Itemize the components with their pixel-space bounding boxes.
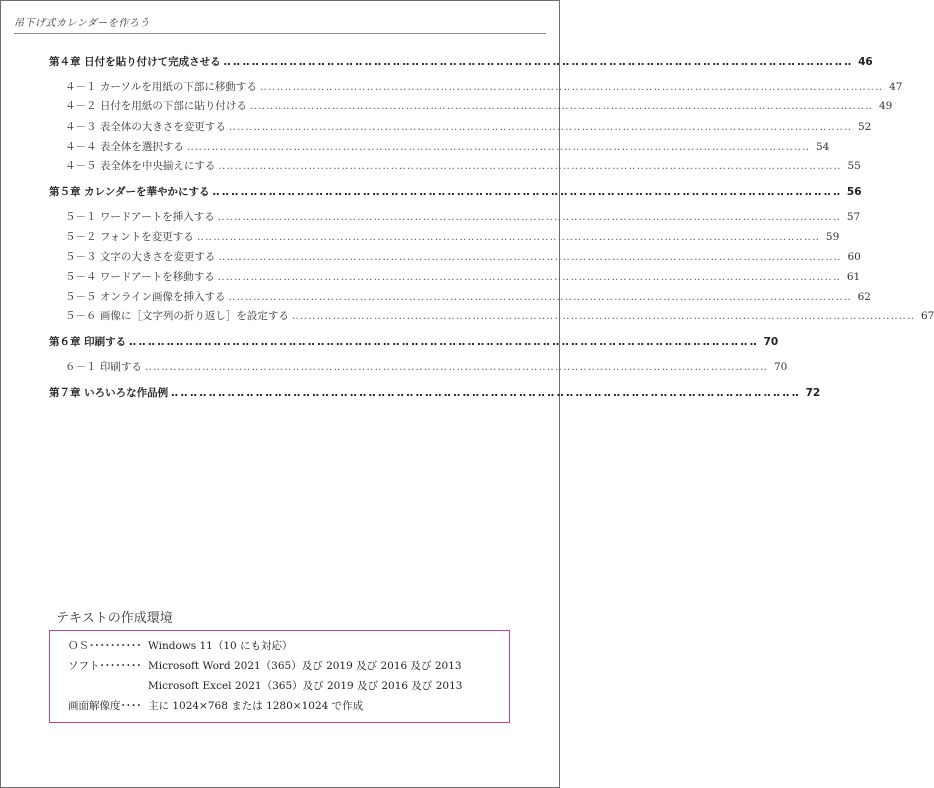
toc-label: ４－１ カーソルを用紙の下部に移動する <box>65 81 257 93</box>
toc-chapter-4[interactable] <box>49 55 873 69</box>
running-header: 吊下げ式カレンダーを作ろう <box>14 18 150 29</box>
environment-key: 画面解像度････ <box>68 700 142 712</box>
environment-value: Microsoft Word 2021（365）及び 2019 及び 2016 及び 2013 <box>148 660 462 672</box>
toc-page-number: 61 <box>846 271 861 283</box>
toc-chapter-7[interactable] <box>49 386 821 400</box>
toc-leader: ‥‥‥‥‥‥‥‥‥‥‥‥‥‥‥‥‥‥‥‥‥‥‥‥‥‥‥‥‥‥‥‥‥‥‥‥‥‥‥‥‥‥‥‥‥‥‥‥‥‥‥‥‥‥‥‥‥‥‥‥‥‥‥‥‥‥‥‥‥‥‥‥‥‥‥‥ <box>228 291 852 303</box>
toc-page-number: 55 <box>847 160 861 172</box>
toc-section-5-1[interactable] <box>49 210 861 224</box>
toc-leader: ‥‥‥‥‥‥‥‥‥‥‥‥‥‥‥‥‥‥‥‥‥‥‥‥‥‥‥‥‥‥‥‥‥‥‥‥‥‥‥‥‥‥‥‥‥‥‥‥‥‥‥‥‥‥‥‥‥‥‥‥‥‥‥‥‥‥‥ <box>223 56 854 68</box>
toc-section-5-5[interactable] <box>49 290 871 304</box>
environment-value: 主に 1024×768 または 1280×1024 で作成 <box>148 700 364 712</box>
toc-section-6-1[interactable] <box>49 360 788 374</box>
toc-label: ４－４ 表全体を選択する <box>65 141 184 153</box>
toc-page-number: 54 <box>815 141 830 153</box>
toc-page-number: 47 <box>889 81 903 93</box>
toc-leader: ‥‥‥‥‥‥‥‥‥‥‥‥‥‥‥‥‥‥‥‥‥‥‥‥‥‥‥‥‥‥‥‥‥‥‥‥‥‥‥‥‥‥‥‥‥‥‥‥‥‥‥‥‥‥‥‥‥‥‥‥‥‥‥‥‥‥‥‥‥‥‥‥‥‥‥‥ <box>259 81 884 93</box>
toc-page-number: 59 <box>825 231 840 243</box>
toc-page-number: 60 <box>847 251 861 263</box>
toc-page-number: 57 <box>846 211 861 223</box>
toc-leader: ‥‥‥‥‥‥‥‥‥‥‥‥‥‥‥‥‥‥‥‥‥‥‥‥‥‥‥‥‥‥‥‥‥‥‥‥‥‥‥‥‥‥‥‥‥‥‥‥‥‥‥‥‥‥‥‥‥‥‥‥‥‥‥‥‥‥‥‥‥‥‥‥‥‥‥‥ <box>217 211 842 223</box>
toc-leader: ‥‥‥‥‥‥‥‥‥‥‥‥‥‥‥‥‥‥‥‥‥‥‥‥‥‥‥‥‥‥‥‥‥‥‥‥‥‥‥‥‥‥‥‥‥‥‥‥‥‥‥‥‥‥‥‥‥‥‥‥‥‥‥‥‥‥‥‥‥‥‥‥‥‥‥‥ <box>291 310 916 322</box>
toc-label: 第５章 カレンダーを華やかにする <box>49 186 210 198</box>
toc-leader: ‥‥‥‥‥‥‥‥‥‥‥‥‥‥‥‥‥‥‥‥‥‥‥‥‥‥‥‥‥‥‥‥‥‥‥‥‥‥‥‥‥‥‥‥‥‥‥‥‥‥‥‥‥‥‥‥‥‥‥‥‥‥‥‥‥‥‥ <box>212 186 843 198</box>
toc-label: ６－１ 印刷する <box>65 361 142 373</box>
toc-leader: ‥‥‥‥‥‥‥‥‥‥‥‥‥‥‥‥‥‥‥‥‥‥‥‥‥‥‥‥‥‥‥‥‥‥‥‥‥‥‥‥‥‥‥‥‥‥‥‥‥‥‥‥‥‥‥‥‥‥‥‥‥‥‥‥‥‥‥‥‥‥‥‥‥‥‥‥ <box>218 251 842 263</box>
toc-leader: ‥‥‥‥‥‥‥‥‥‥‥‥‥‥‥‥‥‥‥‥‥‥‥‥‥‥‥‥‥‥‥‥‥‥‥‥‥‥‥‥‥‥‥‥‥‥‥‥‥‥‥‥‥‥‥‥‥‥‥‥‥‥‥‥‥‥‥ <box>129 336 760 348</box>
toc-section-4-3[interactable] <box>49 120 872 134</box>
toc-page-number: 49 <box>878 100 893 112</box>
toc-label: ４－５ 表全体を中央揃えにする <box>65 160 216 172</box>
environment-row-software-excel <box>68 679 462 693</box>
toc-leader: ‥‥‥‥‥‥‥‥‥‥‥‥‥‥‥‥‥‥‥‥‥‥‥‥‥‥‥‥‥‥‥‥‥‥‥‥‥‥‥‥‥‥‥‥‥‥‥‥‥‥‥‥‥‥‥‥‥‥‥‥‥‥‥‥‥‥‥‥‥‥‥‥‥‥‥‥ <box>228 121 853 133</box>
toc-page-number: 70 <box>773 361 788 373</box>
header-rule <box>14 33 546 34</box>
environment-row-os <box>68 639 293 653</box>
toc-leader: ‥‥‥‥‥‥‥‥‥‥‥‥‥‥‥‥‥‥‥‥‥‥‥‥‥‥‥‥‥‥‥‥‥‥‥‥‥‥‥‥‥‥‥‥‥‥‥‥‥‥‥‥‥‥‥‥‥‥‥‥‥‥‥‥‥‥‥‥‥‥‥‥‥‥‥‥ <box>249 100 874 112</box>
toc-label: ５－２ フォントを変更する <box>65 231 194 243</box>
toc-label: ５－５ オンライン画像を挿入する <box>65 291 226 303</box>
toc-section-5-4[interactable] <box>49 270 861 284</box>
toc-section-4-2[interactable] <box>49 99 893 113</box>
toc-leader: ‥‥‥‥‥‥‥‥‥‥‥‥‥‥‥‥‥‥‥‥‥‥‥‥‥‥‥‥‥‥‥‥‥‥‥‥‥‥‥‥‥‥‥‥‥‥‥‥‥‥‥‥‥‥‥‥‥‥‥‥‥‥‥‥‥‥‥‥‥‥‥‥‥‥‥‥ <box>186 141 811 153</box>
toc-label: ５－３ 文字の大きさを変更する <box>65 251 216 263</box>
toc-section-4-4[interactable] <box>49 140 830 154</box>
toc-leader: ‥‥‥‥‥‥‥‥‥‥‥‥‥‥‥‥‥‥‥‥‥‥‥‥‥‥‥‥‥‥‥‥‥‥‥‥‥‥‥‥‥‥‥‥‥‥‥‥‥‥‥‥‥‥‥‥‥‥‥‥‥‥‥‥‥‥‥ <box>171 387 802 399</box>
toc-label: ４－３ 表全体の大きさを変更する <box>65 121 226 133</box>
environment-row-resolution <box>68 699 363 713</box>
toc-page-number: 70 <box>763 336 779 348</box>
toc-section-5-6[interactable] <box>49 309 934 323</box>
toc-leader: ‥‥‥‥‥‥‥‥‥‥‥‥‥‥‥‥‥‥‥‥‥‥‥‥‥‥‥‥‥‥‥‥‥‥‥‥‥‥‥‥‥‥‥‥‥‥‥‥‥‥‥‥‥‥‥‥‥‥‥‥‥‥‥‥‥‥‥‥‥‥‥‥‥‥‥‥ <box>144 361 769 373</box>
toc-page-number: 56 <box>846 186 862 198</box>
environment-key: ＯＳ･･････････ <box>68 640 142 652</box>
toc-label: ５－１ ワードアートを挿入する <box>65 211 215 223</box>
toc-chapter-6[interactable] <box>49 335 779 349</box>
toc-leader: ‥‥‥‥‥‥‥‥‥‥‥‥‥‥‥‥‥‥‥‥‥‥‥‥‥‥‥‥‥‥‥‥‥‥‥‥‥‥‥‥‥‥‥‥‥‥‥‥‥‥‥‥‥‥‥‥‥‥‥‥‥‥‥‥‥‥‥‥‥‥‥‥‥‥‥‥ <box>218 160 842 172</box>
toc-section-4-1[interactable] <box>49 80 903 94</box>
environment-row-software <box>68 659 462 673</box>
toc-page-number: 52 <box>857 121 872 133</box>
toc-leader: ‥‥‥‥‥‥‥‥‥‥‥‥‥‥‥‥‥‥‥‥‥‥‥‥‥‥‥‥‥‥‥‥‥‥‥‥‥‥‥‥‥‥‥‥‥‥‥‥‥‥‥‥‥‥‥‥‥‥‥‥‥‥‥‥‥‥‥‥‥‥‥‥‥‥‥‥ <box>217 271 842 283</box>
environment-value: Microsoft Excel 2021（365）及び 2019 及び 2016 及び 2013 <box>148 680 463 692</box>
toc-label: 第６章 印刷する <box>49 336 127 348</box>
toc-section-5-2[interactable] <box>49 230 840 244</box>
environment-value: Windows 11（10 にも対応） <box>148 640 293 652</box>
toc-page-number: 67 <box>920 310 934 322</box>
toc-section-4-5[interactable] <box>49 159 861 173</box>
toc-label: ５－４ ワードアートを移動する <box>65 271 215 283</box>
toc-label: ４－２ 日付を用紙の下部に貼り付ける <box>65 100 247 112</box>
environment-key: ソフト････････ <box>68 660 142 672</box>
toc-section-5-3[interactable] <box>49 250 861 264</box>
toc-page-number: 72 <box>805 387 821 399</box>
toc-page-number: 62 <box>857 291 871 303</box>
toc-chapter-5[interactable] <box>49 185 862 199</box>
toc-label: 第４章 日付を貼り付けて完成させる <box>49 56 221 68</box>
environment-box <box>49 630 510 723</box>
toc-label: 第７章 いろいろな作品例 <box>49 387 169 399</box>
toc-leader: ‥‥‥‥‥‥‥‥‥‥‥‥‥‥‥‥‥‥‥‥‥‥‥‥‥‥‥‥‥‥‥‥‥‥‥‥‥‥‥‥‥‥‥‥‥‥‥‥‥‥‥‥‥‥‥‥‥‥‥‥‥‥‥‥‥‥‥‥‥‥‥‥‥‥‥‥ <box>196 231 821 243</box>
toc-page-number: 46 <box>858 56 873 68</box>
environment-title: テキストの作成環境 <box>56 611 173 626</box>
toc-label: ５－６ 画像に［文字列の折り返し］を設定する <box>65 310 289 322</box>
